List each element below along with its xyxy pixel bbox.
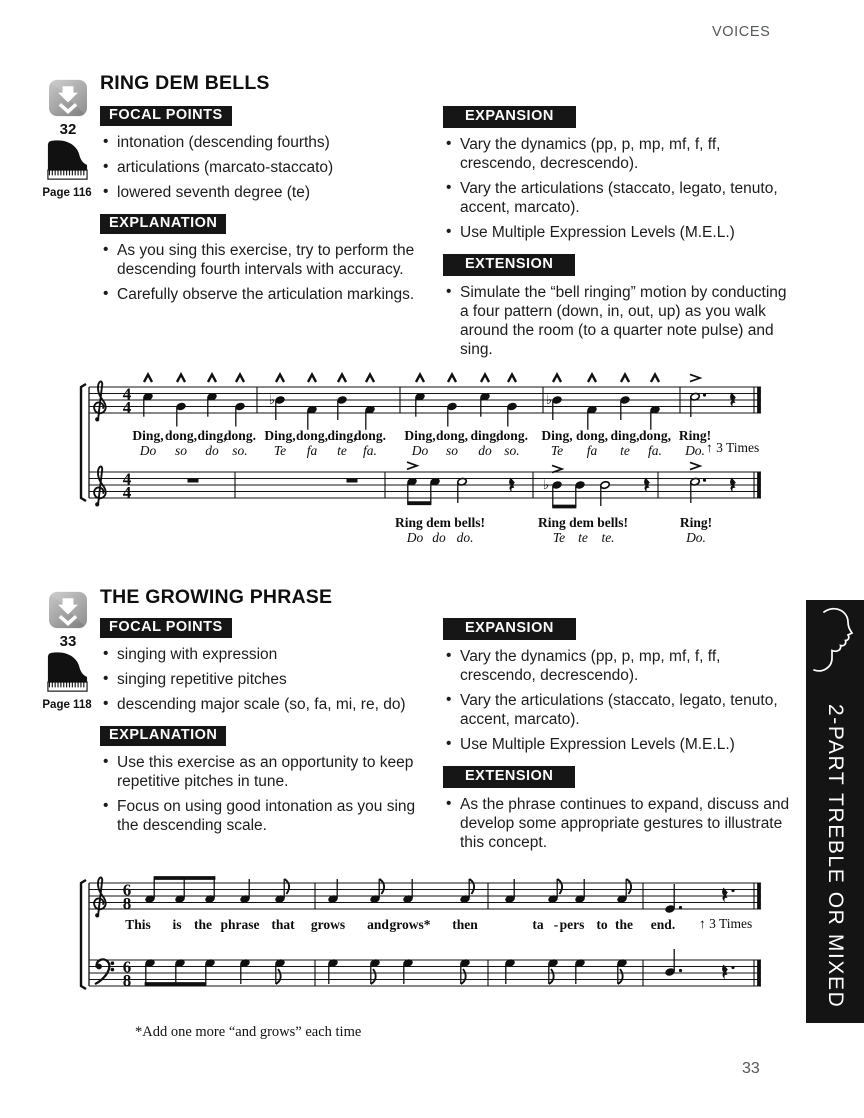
- lyric-syllable: ding,: [610, 428, 640, 443]
- lyric-syllable: dong.: [496, 428, 528, 443]
- explanation-heading: EXPLANATION: [100, 726, 226, 746]
- lyric-syllable: so: [445, 443, 459, 458]
- lyric-syllable: that: [271, 917, 295, 932]
- lyric-syllable: Te: [552, 530, 566, 545]
- download-icon: [48, 591, 88, 629]
- staff-notation-svg: [75, 868, 780, 1018]
- lyric-syllable: grows: [310, 917, 346, 932]
- lyric-syllable: grows*: [389, 917, 431, 932]
- lyric-syllable: fa.: [363, 443, 377, 458]
- svg-text:♭: ♭: [542, 478, 550, 494]
- svg-text:♭: ♭: [268, 393, 276, 409]
- lyric-syllable: Ding,: [541, 428, 573, 443]
- track-number: 33: [59, 633, 77, 650]
- lyric-syllable: to: [596, 917, 608, 932]
- bullet-item: • Use Multiple Expression Levels (M.E.L.): [443, 223, 795, 242]
- bullet-item: • As the phrase continues to expand, discuss and develop some appropriate gestures to illustrate this concept.: [443, 795, 795, 852]
- lyric-syllable: dong,: [165, 428, 197, 443]
- exercise2-right-column: [443, 618, 795, 858]
- bullet-item: • Carefully observe the articulation markings.: [100, 285, 440, 304]
- lyric-syllable: te: [337, 443, 347, 458]
- section-tab: [806, 600, 864, 1023]
- lyric-syllable: dong,: [639, 428, 671, 443]
- lyric-syllable: Ding,: [132, 428, 164, 443]
- bullet-item: • As you sing this exercise, try to perform the descending fourth intervals with accuracy.: [100, 241, 440, 279]
- lyric-syllable: dong,: [436, 428, 468, 443]
- expansion-heading: EXPANSION: [443, 106, 576, 128]
- page-reference: Page 118: [42, 699, 92, 711]
- lyric-syllable: phrase: [220, 917, 260, 932]
- lyric-syllable: the: [615, 917, 633, 932]
- lyric-syllable: do: [478, 443, 492, 458]
- lyric-syllable: then: [452, 917, 478, 932]
- bullet-item: • Vary the dynamics (pp, p, mp, mf, f, ff, crescendo, decrescendo).: [443, 647, 795, 685]
- lyric-syllable: do.: [456, 530, 474, 545]
- lyric-syllable: This: [125, 917, 151, 932]
- exercise1-left-column: [100, 106, 440, 310]
- lyric-syllable: Do.: [686, 530, 706, 545]
- lyric-syllable: the: [194, 917, 212, 932]
- expansion-heading: EXPANSION: [443, 618, 576, 640]
- lyric-syllable: Do: [139, 443, 157, 458]
- lyric-syllable: ding,: [327, 428, 357, 443]
- focal-points-list: [100, 133, 440, 202]
- lyric-syllable: do: [205, 443, 219, 458]
- lyric-syllable: dong.: [224, 428, 256, 443]
- lyric-syllable: te.: [601, 530, 615, 545]
- lyric-syllable: dong,: [576, 428, 608, 443]
- lyric-syllable: Ding,: [264, 428, 296, 443]
- lyric-syllable: Ring!: [678, 428, 712, 443]
- bullet-item: • Simulate the “bell ringing” motion by conducting a four pattern (down, in, out, up) as you walk around the room (to a quarter note pulse) and sing.: [443, 283, 795, 359]
- svg-text:8: 8: [122, 971, 132, 990]
- expansion-list: [443, 647, 795, 754]
- download-icon: [48, 79, 88, 117]
- lyric-syllable: te: [578, 530, 588, 545]
- singer-profile-icon: [806, 600, 864, 700]
- extension-heading: EXTENSION: [443, 254, 575, 276]
- svg-text:6: 6: [122, 957, 132, 977]
- lyric-syllable: fa: [306, 443, 318, 458]
- extension-list: [443, 283, 795, 359]
- track-number: 32: [59, 121, 77, 138]
- explanation-list: [100, 241, 440, 304]
- lyric-syllable: pers: [559, 917, 585, 932]
- lyric-syllable: Te: [550, 443, 564, 458]
- bullet-item: • lowered seventh degree (te): [100, 183, 440, 202]
- page-number: 33: [742, 1060, 760, 1077]
- svg-text:♭: ♭: [545, 393, 553, 409]
- lyric-syllable: te: [620, 443, 630, 458]
- bullet-item: • Use Multiple Expression Levels (M.E.L.): [443, 735, 795, 754]
- explanation-heading: EXPLANATION: [100, 214, 226, 234]
- svg-text:8: 8: [122, 894, 132, 913]
- exercise-title: RING DEM BELLS: [100, 72, 270, 94]
- lyric-syllable: Do: [411, 443, 429, 458]
- page-reference: Page 116: [42, 187, 92, 199]
- grand-staff-system-1: [75, 372, 780, 557]
- lyric-syllable: fa: [586, 443, 598, 458]
- lyric-syllable: Ding,: [404, 428, 436, 443]
- footnote: *Add one more “and grows” each time: [135, 1024, 362, 1040]
- bullet-item: • Vary the articulations (staccato, legato, tenuto, accent, marcato).: [443, 179, 795, 217]
- lyric-syllable: so.: [504, 443, 520, 458]
- lyric-syllable: do: [432, 530, 446, 545]
- lyric-syllable: fa.: [648, 443, 662, 458]
- exercise2-left-column: [100, 618, 440, 841]
- lyric-syllable: dong,: [296, 428, 328, 443]
- bullet-item: • singing with expression: [100, 645, 440, 664]
- exercise-title: THE GROWING PHRASE: [100, 586, 333, 608]
- svg-text:4: 4: [122, 483, 132, 502]
- bullet-item: • singing repetitive pitches: [100, 670, 440, 689]
- lyric-syllable: -: [553, 917, 559, 932]
- lyric-syllable: ding,: [470, 428, 500, 443]
- lyric-syllable: ta: [532, 917, 544, 932]
- lyric-syllable: Ring dem bells!: [537, 515, 629, 530]
- bullet-item: • Use this exercise as an opportunity to keep repetitive pitches in tune.: [100, 753, 440, 791]
- focal-points-heading: FOCAL POINTS: [100, 106, 232, 126]
- extension-list: [443, 795, 795, 852]
- lyric-syllable: Do: [406, 530, 424, 545]
- piano-icon: [46, 140, 88, 182]
- piano-icon: [46, 652, 88, 694]
- lyric-syllable: Ring!: [679, 515, 713, 530]
- svg-text:4: 4: [122, 384, 132, 404]
- lyric-syllable: end.: [650, 917, 676, 932]
- bullet-item: • Vary the articulations (staccato, legato, tenuto, accent, marcato).: [443, 691, 795, 729]
- lyric-syllable: and: [367, 917, 389, 932]
- running-header: VOICES: [712, 24, 771, 40]
- lyric-syllable: Do.: [685, 443, 705, 458]
- grand-staff-system-2: [75, 868, 780, 1018]
- bullet-item: • Focus on using good intonation as you sing the descending scale.: [100, 797, 440, 835]
- focal-points-list: [100, 645, 440, 714]
- repeat-instruction: ↑ 3 Times: [699, 916, 753, 931]
- extension-heading: EXTENSION: [443, 766, 575, 788]
- lyric-syllable: ding,: [197, 428, 227, 443]
- section-tab-label: 2-PART TREBLE OR MIXED: [824, 704, 847, 1009]
- lyric-syllable: dong.: [354, 428, 386, 443]
- focal-points-heading: FOCAL POINTS: [100, 618, 232, 638]
- lyric-syllable: so: [174, 443, 188, 458]
- bullet-item: • articulations (marcato-staccato): [100, 158, 440, 177]
- lyric-syllable: Te: [273, 443, 287, 458]
- bullet-item: • descending major scale (so, fa, mi, re, do): [100, 695, 440, 714]
- svg-text:6: 6: [122, 880, 132, 900]
- svg-text:4: 4: [122, 398, 132, 417]
- bullet-item: • Vary the dynamics (pp, p, mp, mf, f, ff, crescendo, decrescendo).: [443, 135, 795, 173]
- lyric-syllable: so.: [232, 443, 248, 458]
- exercise1-right-column: [443, 106, 795, 365]
- repeat-instruction: ↑ 3 Times: [706, 440, 760, 455]
- lyric-syllable: is: [172, 917, 182, 932]
- explanation-list: [100, 753, 440, 835]
- bullet-item: • intonation (descending fourths): [100, 133, 440, 152]
- svg-text:4: 4: [122, 469, 132, 489]
- lyric-syllable: Ring dem bells!: [394, 515, 486, 530]
- expansion-list: [443, 135, 795, 242]
